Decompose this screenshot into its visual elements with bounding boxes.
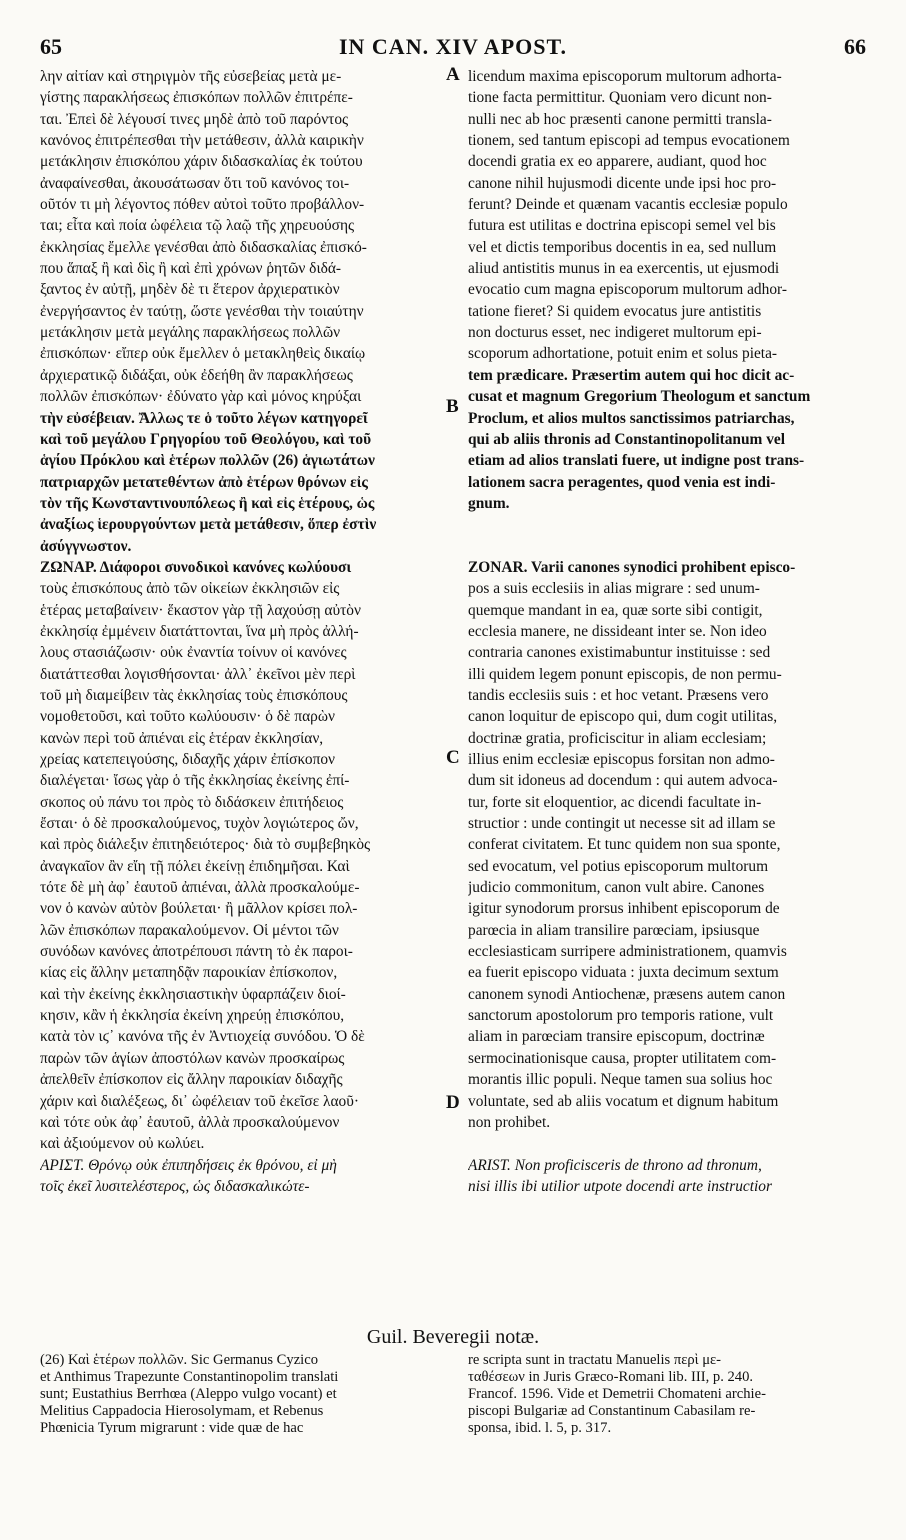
latin-text-line [468,1133,870,1154]
greek-text-line: κησιν, κἂν ἡ ἐκκλησία ἐκείνη χηρεύῃ ἐπισκόπου, [40,1007,345,1025]
latin-text-column [468,66,870,1197]
note-left-line: Phœnicia Tyrum migrarunt : vide quæ de hac [40,1420,304,1436]
greek-text-line: λους στασιάζωσιν· οὐκ ἐναντία τοίνυν οἱ κανόνες [40,644,347,662]
latin-text-line: nisi illis ibi utilior utpote docendi arte instructior [468,1177,772,1195]
greek-text-line: ἑτέρας μεταβαίνειν· ἕκαστον γὰρ τῇ λαχούσῃ αὐτὸν [40,601,361,619]
greek-text-line: μετάκλησιν ἐπισκόπου χάριν διδασκαλίας ἐκ τούτου [40,153,363,171]
greek-text-line: καὶ ἀξιούμενον οὐ κωλύει. [40,1135,205,1153]
greek-text-line: ἀρχιερατικῷ διδάξαι, οὐκ ἐδεήθη ἂν παρακλήσεως [40,366,353,384]
greek-text-line: λῶν ἐπισκόπων παρακαλούμενον. Οἱ μέντοι τῶν [40,921,339,939]
latin-text-line: ARIST. Non proficisceris de throno ad thronum, [468,1156,762,1174]
greek-text-line: ἐνεργήσαντος ἐν ταύτῃ, ὥστε γενέσθαι τὴν τοιαύτην [40,302,364,320]
greek-text-line: χρείας κατεπειγούσης, διδαχῆς χάριν ἐπίσκοπον [40,751,335,768]
latin-text-line: ecclesiasticam surripere administrationem, quamvis [468,943,787,961]
greek-text-line: ΑΡΙΣΤ. Θρόνῳ οὐκ ἐπιπηδήσεις ἐκ θρόνου, εἰ μὴ [40,1156,337,1174]
greek-text-line: ἀναξίως ἱερουργούντων μετὰ μετάθεσιν, ὅπερ ἐστὶν [40,516,377,534]
latin-text-line: canone nihil hujusmodi dicente unde ipsi hoc pro- [468,174,777,192]
latin-text-line: nulli nec ab hoc præsenti canone permitti transla- [468,110,772,128]
latin-text-line: tionem, sed tantum episcopi ad tempus evocationem [468,132,790,150]
latin-text-line: aliud antistitis munus in ea exercentis, ut ejusmodi [468,260,780,278]
latin-text-line: tem prædicare. Præsertim autem qui hoc dicit ac- [468,366,795,384]
latin-text-line: licendum maxima episcoporum multorum adhorta- [468,68,782,85]
latin-text-line: sanctorum apostolorum pro temporis ratione, vult [468,1007,774,1025]
note-left-line: Melitius Cappadocia Hierosolymam, et Rebenus [40,1403,324,1419]
greek-text-line: πολλῶν ἐπισκόπων· ἐδύνατο γὰρ καὶ μόνος κηρύξαι [40,388,362,406]
latin-text-line: illi quidem legem ponunt episcopis, de non permu- [468,665,782,683]
margin-marker-a: A [446,64,460,85]
greek-text-line: καὶ τότε οὐκ ἀφ᾽ ἑαυτοῦ, ἀλλὰ προσκαλούμενον [40,1113,340,1131]
greek-text-line: νομοθετοῦσι, καὶ τοῦτο κωλύουσιν· ὁ δὲ παρὼν [40,708,335,726]
greek-text-line: ἀναγκαῖον ἂν εἴη τῇ πόλει ἐκείνῃ ἐπιδημῆσαι. Καὶ [40,857,350,875]
note-left-line: (26) Καὶ ἑτέρων πολλῶν. Sic Germanus Cyzico [40,1352,319,1368]
greek-text-line: νον ὁ κανὼν αὐτὸν βούλεται· ἢ μᾶλλον κρίσει πολ- [40,900,358,918]
note-right-line: sponsa, ibid. l. 5, p. 317. [468,1420,612,1436]
greek-text-line: οῦτόν τι μὴ λέγοντος πόθεν αὐτοὶ τοῦτο προβάλλον- [40,196,365,214]
latin-text-line: scoporum adhortatione, potuit enim et solus pieta- [468,345,778,363]
latin-text-line: etiam ad alios translati fuere, ut indigne post trans- [468,452,805,470]
greek-text-line: παρὼν τῶν ἁγίων ἀποστόλων κανὼν προσκαίρως [40,1049,345,1067]
greek-text-line: ἁγίου Πρόκλου καὶ ἑτέρων πολλῶν (26) ἁγιωτάτων [40,452,375,470]
greek-text-line: κανόνος ἐπιτρέπεσθαι τὴν μετάθεσιν, ἀλλὰ καιρικὴν [40,132,364,150]
latin-text-line: pos a suis ecclesiis in alias migrare : sed unum- [468,580,760,598]
greek-text-line: ται; εἶτα καὶ ποία ὠφέλεια τῷ λαῷ τῆς χηρευούσης [40,217,355,235]
notes-heading: Guil. Beveregii notæ. [366,1326,540,1348]
latin-text-line: tatione fieret? Si quidem evocatus jure antistitis [468,302,762,320]
greek-text-line: τοῦ μὴ διαμείβειν τὰς ἐκκλησίας τοὺς ἐπισκόπους [40,686,348,704]
greek-text-line: ἐκκλησίᾳ ἐμμένειν διατάττονται, ἵνα μὴ πρὸς ἀλλή- [40,622,359,640]
page-number-right: 66 [844,34,866,59]
latin-text-line: illius enim ecclesiæ episcopus forsitan non admo- [468,751,775,768]
greek-text-line: τοῖς ἐκεῖ λυσιτελέστερος, ὡς διδασκαλικώτε- [40,1177,310,1195]
latin-text-line: ZONAR. Varii canones synodici prohibent episco- [468,558,796,576]
greek-text-line: ἀσύγγνωστον. [40,537,132,555]
latin-text-line: sermocinationisque causa, propter utilitatem com- [468,1049,777,1067]
greek-text-line: κίας εἰς ἄλλην μεταπηδᾷν παροικίαν ἐπίσκοπον, [40,964,338,982]
greek-text-line: συνόδων κανόνες ἀποτρέπουσι πάντη τὸ ἐκ παροι- [40,943,353,961]
latin-text-line: tur, forte sit eloquentior, ac dicendi facultate in- [468,793,762,811]
greek-text-line: κανὼν περὶ τοῦ ἀπιέναι εἰς ἑτέραν ἐκκλησίαν, [40,729,324,747]
latin-text-line: quemque mandant in ea, quæ sorte sibi contigit, [468,601,763,619]
note-right-line: piscopi Bulgariæ ad Constantinum Cabasilam re- [468,1403,756,1419]
latin-text-line: tione facta permittitur. Quoniam vero dicunt non- [468,89,772,107]
margin-marker-b: B [446,396,459,417]
greek-text-line: γίστης παρακλήσεως ἐπισκόπων πολλῶν ἐπιτρέπε- [40,89,353,107]
latin-text-line: contraria canones existimabuntur instituisse : sed [468,644,771,662]
latin-text-line: qui ab aliis thronis ad Constantinopolitanum vel [468,430,786,448]
greek-text-line: ἔσται· ὁ δὲ προσκαλούμενος, τυχὸν λογιώτερος ὤν, [40,815,359,833]
greek-text-line: μετάκλησιν μετὰ μεγάλης παρακλήσεως πολλῶν [40,324,341,342]
greek-text-line: ΖΩΝΑΡ. Διάφοροι συνοδικοὶ κανόνες κωλύουσι [40,558,352,576]
latin-text-line: voluntate, sed ab aliis vocatum et dignum habitum [468,1092,779,1110]
note-right-line: re scripta sunt in tractatu Manuelis περὶ με- [468,1352,722,1368]
greek-text-line: τὴν εὐσέβειαν. Ἄλλως τε ὁ τοῦτο λέγων κατηγορεῖ [40,409,368,427]
latin-text-line [468,514,870,535]
latin-text-line: lationem sacra peragentes, quod venia est indi- [468,473,776,491]
latin-text-line: evocatio cum magna episcoporum multorum adhor- [468,281,787,299]
notes-left-column [40,1352,444,1437]
greek-text-line: ται. Ἐπεὶ δὲ λέγουσί τινες μηδὲ ἀπὸ τοῦ παρόντος [40,110,349,128]
greek-text-line: ξαντος ἐν αὐτῇ, μηδὲν δὲ τι ἕτερον ἀρχιερατικὸν [40,281,340,299]
latin-text-line: canon loquitur de episcopo qui, dum cogit utilitas, [468,708,778,726]
margin-marker-d: D [446,1092,460,1113]
greek-text-line: τὸν τῆς Κωνσταντινουπόλεως ἢ καὶ εἰς ἑτέρους, ὡς [40,494,375,512]
latin-text-line: igitur synodorum prorsus inhibent episcoporum de [468,900,780,918]
greek-text-line: που ἅπαξ ἢ καὶ δὶς ἢ καὶ ἐπὶ χρόνων ῥητῶν διδά- [40,260,342,278]
latin-text-line: conferat civitatem. Et tunc quidem non sua sponte, [468,836,781,854]
latin-text-line: vel et dictis temporibus docentis in ea, sed nullum [468,238,777,256]
note-left-line: sunt; Eustathius Berrhœa (Aleppo vulgo vocant) et [40,1386,337,1402]
latin-text-line: Proclum, et alios multos sanctissimos patriarchas, [468,409,795,427]
note-left-line: et Anthimus Trapezunte Constantinopolim translati [40,1369,339,1385]
greek-text-line: ἐπισκόπων· εἴπερ οὐκ ἔμελλεν ὁ μετακληθεὶς δικαίῳ [40,345,366,363]
note-right-line: Francof. 1596. Vide et Demetrii Chomateni archie- [468,1386,766,1402]
latin-text-line: doctrinæ gratia, proficiscitur in aliam ecclesiam; [468,729,767,747]
latin-text-line: docendi gratia ex eo apparere, audiant, quod hoc [468,153,767,171]
latin-text-line: gnum. [468,494,510,512]
latin-text-line: sed evocatum, vel potius episcoporum multorum [468,857,769,875]
latin-text-line: ferunt? Deinde et quænam vacantis ecclesiæ populo [468,196,788,214]
greek-text-line: καὶ τὴν ἐκείνης ἐκκλησιαστικὴν ὑφαρπάζειν διοί- [40,985,346,1003]
latin-text-line: cusat et magnum Gregorium Theologum et sanctum [468,388,811,406]
latin-text-line: judicio commonitum, canon vult abire. Canones [468,879,765,897]
running-header [40,34,866,60]
greek-text-line: χάριν καὶ διαλέξεως, δι᾽ ὠφέλειαν τοῦ ἐκεῖσε λαοῦ· [40,1092,360,1110]
note-right-line: ταθέσεων in Juris Græco-Romani lib. III, p. 240. [468,1369,754,1385]
latin-text-line: dum sit idoneus ad docendum : qui autem advoca- [468,772,778,790]
greek-text-line: διαλέγεται· ἴσως γὰρ ὁ τῆς ἐκκλησίας ἐκείνης ἐπί- [40,772,350,790]
latin-text-line: non prohibet. [468,1113,551,1131]
greek-text-line: πατριαρχῶν μετατεθέντων ἀπὸ ἑτέρων θρόνων εἰς [40,473,368,491]
greek-text-line: κατὰ τὸν ιϛ᾽ κανόνα τῆς ἐν Ἀντιοχείᾳ συνόδου. Ὁ δὲ [40,1028,365,1046]
greek-text-line: τοὺς ἐπισκόπους ἀπὸ τῶν οἰκείων ἐκκλησιῶν εἰς [40,580,340,598]
latin-text-line: tandis ecclesiis suis : et hoc vetant. Præsens vero [468,686,769,704]
greek-text-line: ἀπελθεῖν ἐπίσκοπον εἰς ἄλλην παροικίαν διδαχῆς [40,1071,343,1089]
latin-text-line: ea fuerit episcopo viduata : juxta decimum sextum [468,964,779,982]
greek-text-line: σκοπος οὐ πάνυ τοι πρὸς τὸ διδάσκειν ἐπιτήδειος [40,793,344,811]
greek-text-line: διατάττεσθαι λογισθήσονται· ἀλλ᾽ ἐκεῖνοι μὲν περὶ [40,665,356,683]
latin-text-line [468,536,870,557]
margin-marker-c: C [446,747,460,768]
latin-text-line: canonem synodi Antiochenæ, præsens autem canon [468,985,786,1003]
greek-text-line: λην αἰτίαν καὶ στηριγμὸν τῆς εὐσεβείας μετὰ με- [40,68,342,85]
latin-text-line: aliam in parœciam transire episcopum, doctrinæ [468,1028,765,1046]
latin-text-line: structior : unde contingit ut necesse sit ad illam se [468,815,776,833]
page-number-left: 65 [40,34,62,59]
greek-text-line: ἐκκλησίας ἔμελλε γενέσθαι ἀπὸ διδασκαλίας ἐπισκό- [40,238,367,256]
greek-text-line: καὶ πρὸς διάλεξιν ἐπιτηδειότερος· διὰ τὸ συμβεβηκὸς [40,836,371,854]
greek-text-line: ἀναφαίνεσθαι, ἀκουσάτωσαν ὅτι τοῦ κανόνος τοι- [40,174,350,192]
greek-text-column [40,66,440,1197]
latin-text-line: parœcia in aliam transilire parœciam, ipsiusque [468,921,760,939]
latin-text-line: morantis illic populi. Neque tamen sua solius hoc [468,1071,773,1089]
greek-text-line: καὶ τοῦ μεγάλου Γρηγορίου τοῦ Θεολόγου, καὶ τοῦ [40,430,372,448]
latin-text-line: futura est utilitas e doctrina episcopi semel vel bis [468,217,776,235]
latin-text-line: non docturus esset, nec indigeret multorum epi- [468,324,762,342]
notes-right-column [468,1352,870,1437]
latin-text-line: ecclesia manere, ne dissideant inter se. Non ideo [468,622,767,640]
running-title: IN CAN. XIV APOST. [338,34,568,59]
greek-text-line: τότε δὲ μὴ ἀφ᾽ ἑαυτοῦ ἀπιέναι, ἀλλὰ προσκαλούμε- [40,879,360,897]
